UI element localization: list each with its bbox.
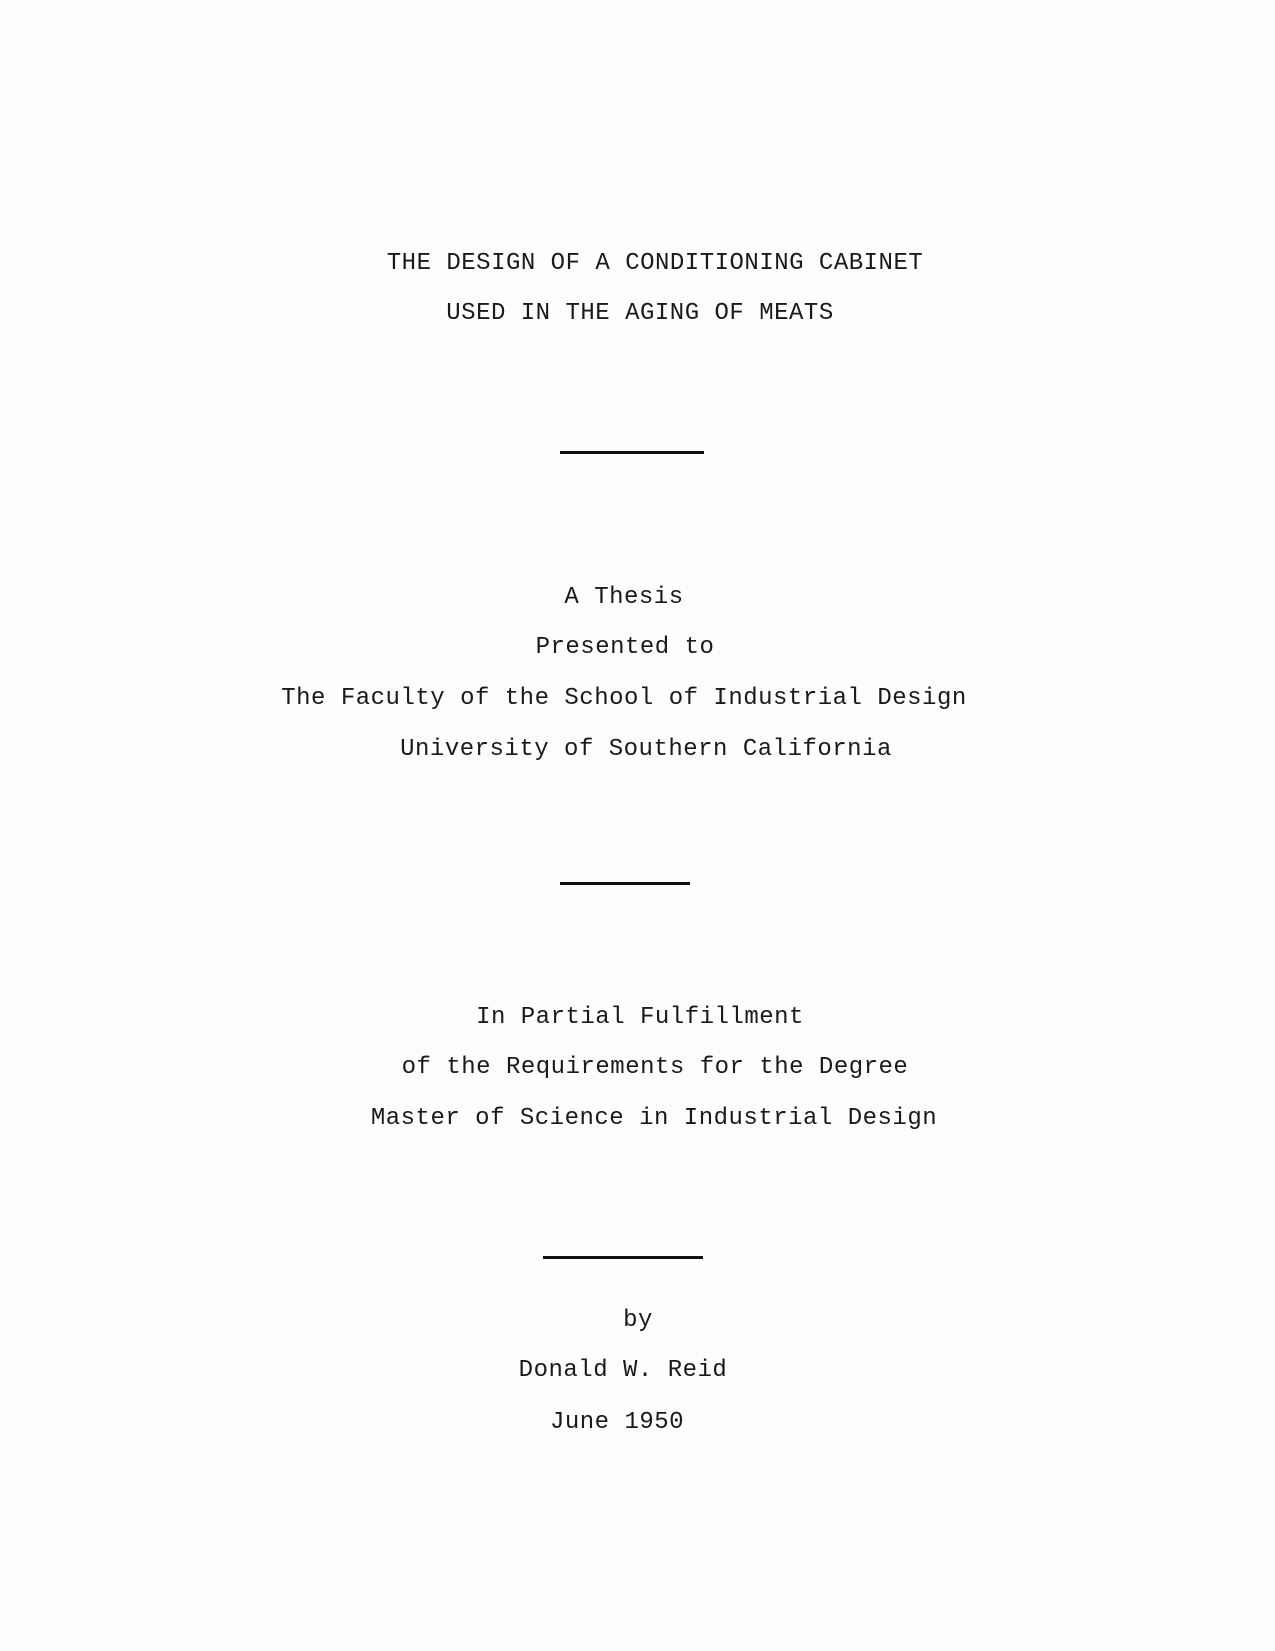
fulfillment-line-2: of the Requirements for the Degree [401,1054,909,1081]
divider-1 [560,451,704,454]
divider-2 [560,882,690,885]
divider-3 [543,1256,703,1259]
by-label: by [623,1307,653,1334]
faculty-line: The Faculty of the School of Industrial Design [281,685,967,712]
title-line-2: USED IN THE AGING OF MEATS [446,300,834,327]
thesis-label: A Thesis [564,584,684,611]
title-line-1: THE DESIGN OF A CONDITIONING CABINET [386,250,924,277]
presented-to: Presented to [535,634,715,661]
thesis-date: June 1950 [549,1409,685,1436]
author-name: Donald W. Reid [518,1357,728,1384]
degree-line: Master of Science in Industrial Design [370,1105,938,1132]
fulfillment-line-1: In Partial Fulfillment [476,1004,804,1031]
university-line: University of Southern California [400,736,892,763]
